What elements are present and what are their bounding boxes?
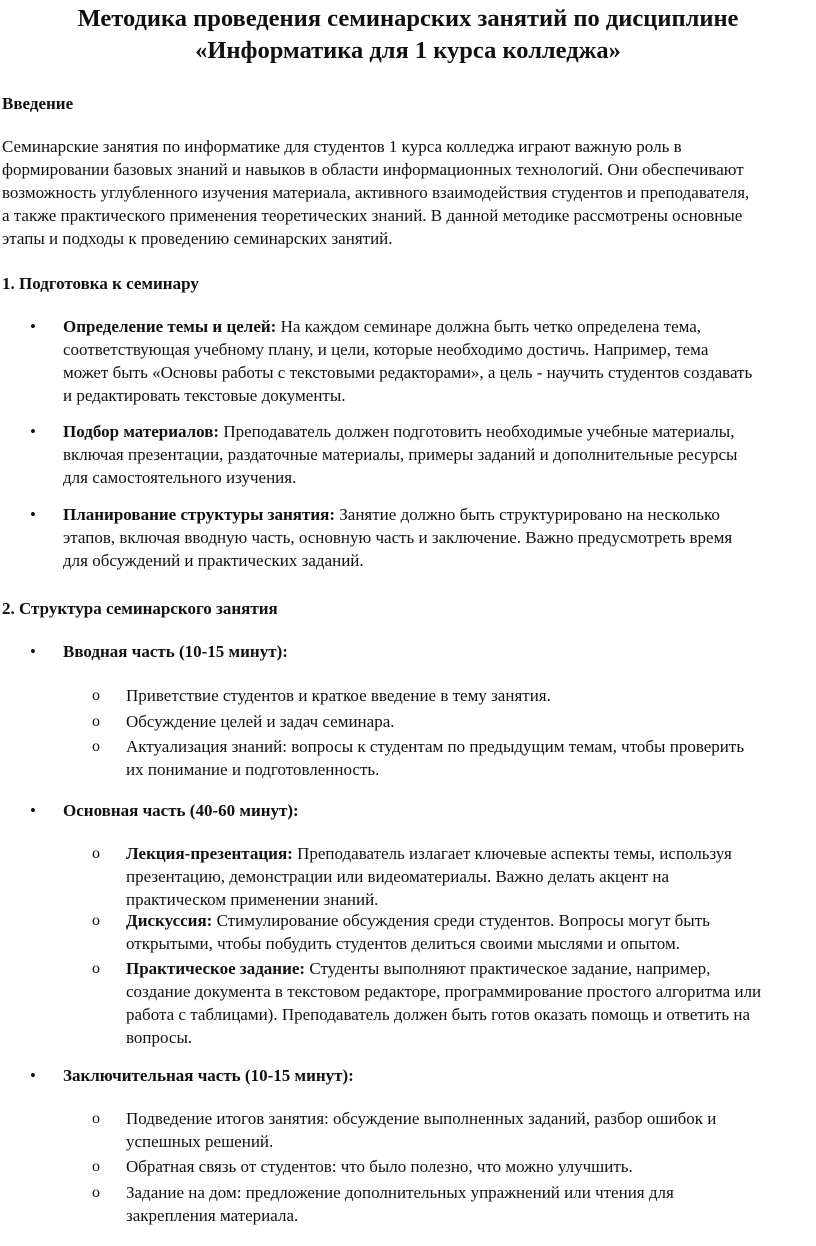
bullet-icon: • <box>30 1066 36 1085</box>
intro-heading: Введение <box>2 94 74 113</box>
bullet-icon: • <box>30 317 36 336</box>
intro-part-heading: Вводная часть (10-15 минут): <box>63 642 288 661</box>
section-2-heading: 2. Структура семинарского занятия <box>2 599 278 618</box>
bullet-icon: • <box>30 422 36 441</box>
section-1-heading: 1. Подготовка к семинару <box>2 274 199 293</box>
list-item: Планирование структуры занятия: Занятие должно быть структурировано на несколько этапов, включая вводную часть, основную часть и заключение. Важно предусмотреть время для обсуждений и практических заданий. <box>63 505 733 570</box>
sub-bullet-icon: o <box>92 960 100 977</box>
sub-bullet-icon: o <box>92 845 100 862</box>
bullet-icon: • <box>30 642 36 661</box>
list-item: Обратная связь от студентов: что было полезно, что можно улучшить. <box>126 1157 633 1176</box>
title-line-1: Методика проведения семинарских занятий по дисциплине <box>77 5 739 32</box>
list-item: Практическое задание: Студенты выполняют практическое задание, например, создание документа в текстовом редакторе, программирование простого алгоритма или работа с таблицами). Преподаватель должен быть готов оказать помощь и ответить на вопросы. <box>126 959 762 1047</box>
bullet-icon: • <box>30 505 36 524</box>
list-item: Актуализация знаний: вопросы к студентам по предыдущим темам, чтобы проверить их понимание и подготовленность. <box>126 737 745 779</box>
main-part-heading: Основная часть (40-60 минут): <box>63 801 299 820</box>
list-item: Подбор материалов: Преподаватель должен подготовить необходимые учебные материалы, включая презентации, раздаточные материалы, примеры заданий и дополнительные ресурсы для самостоятельного изучения. <box>63 422 738 487</box>
list-item: Лекция-презентация: Преподаватель излагает ключевые аспекты темы, используя презентацию, демонстрации или видеоматериалы. Важно делать акцент на практическом применении знаний. <box>126 844 732 909</box>
document-title <box>0 3 816 67</box>
list-item: Определение темы и целей: На каждом семинаре должна быть четко определена тема, соответствующая учебному плану, и цели, которые необходимо достичь. Например, тема может быть «Основы работы с текстовыми редакторами», а цель - научить студентов создавать и редактировать текстовые документы. <box>63 317 753 405</box>
sub-bullet-icon: o <box>92 738 100 755</box>
final-part-heading: Заключительная часть (10-15 минут): <box>63 1066 354 1085</box>
sub-bullet-icon: o <box>92 912 100 929</box>
list-item: Обсуждение целей и задач семинара. <box>126 712 395 731</box>
sub-bullet-icon: o <box>92 1158 100 1175</box>
list-item: Задание на дом: предложение дополнительных упражнений или чтения для закрепления материала. <box>126 1183 674 1225</box>
list-item: Приветствие студентов и краткое введение в тему занятия. <box>126 686 551 705</box>
bullet-icon: • <box>30 801 36 820</box>
sub-bullet-icon: o <box>92 713 100 730</box>
intro-paragraph: Семинарские занятия по информатике для студентов 1 курса колледжа играют важную роль в формировании базовых знаний и навыков в области информационных технологий. Они обеспечивают возможность углубленного изучения материала, активного взаимодействия студентов и преподавателя, а также практического применения теоретических знаний. В данной методике рассмотрены основные этапы и подходы к проведению семинарских занятий. <box>2 137 750 248</box>
sub-bullet-icon: o <box>92 1184 100 1201</box>
list-item: Подведение итогов занятия: обсуждение выполненных заданий, разбор ошибок и успешных решений. <box>126 1109 717 1151</box>
title-line-2: «Информатика для 1 курса колледжа» <box>195 37 621 64</box>
sub-bullet-icon: o <box>92 1110 100 1127</box>
sub-bullet-icon: o <box>92 687 100 704</box>
list-item: Дискуссия: Стимулирование обсуждения среди студентов. Вопросы могут быть открытыми, чтобы побудить студентов делиться своими мыслями и опытом. <box>126 911 710 953</box>
